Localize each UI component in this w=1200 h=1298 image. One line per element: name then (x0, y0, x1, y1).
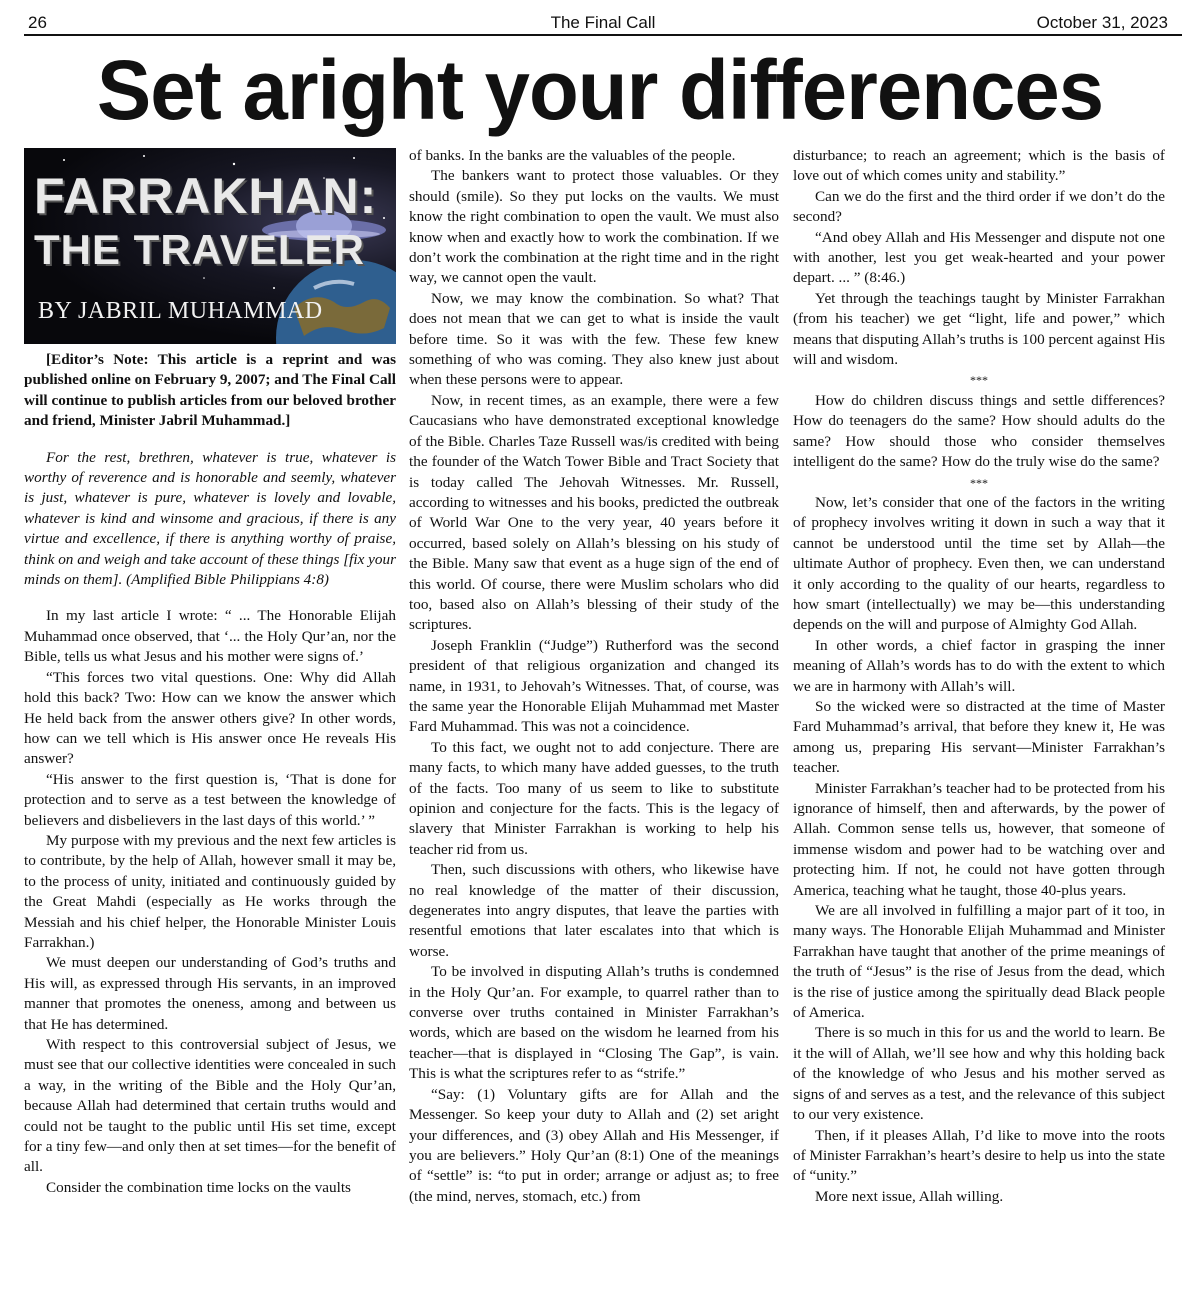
paragraph: Now, let’s consider that one of the factors in the writing of prophecy involves writing it down in such a way that it cannot be understood until the time set by Allah—the ultimate Author of prophecy. Even then, we can understand it only according to the quality of our hearts, regardless to how smart (intellectually) we may be—this understanding depends on the will and purpose of Almighty God Allah. (793, 493, 1165, 634)
paragraph: We must deepen our understanding of God’s truths and His will, as expressed through His servants, in an improved manner that promotes the oneness, among and between us that He has determined. (24, 954, 396, 1033)
paragraph: We are all involved in fulfilling a major part of it too, in many ways. The Honorable Elijah Muhammad and Minister Farrakhan have taught that another of the prime meanings of the truth of “Jesus” is the rise of Jesus from the dead, which is the rise of justice among the spiritually dead Black people of America. (793, 902, 1165, 1022)
column-1 (24, 146, 396, 1198)
paragraph: Now, we may know the combination. So what? That does not mean that we can get to what is inside the vault before time. So it was with the few. These few knew something of who was coming. They also knew just about when these persons were to appear. (409, 289, 779, 389)
paragraph: There is so much in this for us and the world to learn. Be it the will of Allah, we’ll see how and why this holding back of the knowledge of who Jesus and his mother served as signs of and serves as a test, and the relevance of this subject to our very existence. (793, 1024, 1165, 1124)
paragraph: My purpose with my previous and the next few articles is to contribute, by the help of Allah, however small it may be, to the process of unity, initiated and continuously guided by the Great Mahdi (especially as He works through the Messiah and his chief helper, the Honorable Minister Louis Farrakhan.) (24, 831, 396, 951)
paragraph: Consider the combination time locks on the vaults (46, 1178, 351, 1196)
paragraph: So the wicked were so distracted at the time of Master Fard Muhammad’s arrival, that before they knew it, He was among us, preparing His servant—Minister Farrakhan’s teacher. (793, 697, 1165, 777)
column-banner (24, 148, 396, 344)
paragraph: Now, in recent times, as an example, there were a few Caucasians who have demonstrated exceptional knowledge of the Bible. Charles Taze Russell was/is credited with being the founder of the Watch Tower Bible and Tract Society that is today called The Jehovah Witnesses. Mr. Russell, according to witnesses and his books, predicted the outbreak of World War One to the very year, 40 years before it occurred, based solely on Allah’s blessing on his study of the Bible. Many saw that event as a huge sign of the end of this world. Of course, there were Muslim scholars who did too, based also on Allah’s blessing of their study of the scriptures. (409, 391, 779, 634)
paragraph: In other words, a chief factor in grasping the inner meaning of Allah’s words has to do with the extent to which we are in harmony with Allah’s will. (793, 636, 1165, 695)
paragraph: With respect to this controversial subject of Jesus, we must see that our collective identities were concealed in such a way, in the writing of the Bible and the Holy Qur’an, because Allah had determined that certain truths would and could not be taught to the public until His set time, except for a tiny few—and only then at set times—for the benefit of all. (24, 1036, 396, 1176)
banner-title-line2: THE TRAVELER (34, 226, 365, 273)
paragraph: “And obey Allah and His Messenger and dispute not one with another, lest you get weak-hearted and your power depart. ... ” (8:46.) (793, 228, 1165, 287)
paragraph: of banks. In the banks are the valuables of the people. (409, 147, 736, 164)
paragraph: The bankers want to protect those valuables. Or they should (smile). So they put locks on the vaults. We must know the right combination to open the vault. We must also know when and exactly how to work the combination. If we don’t work the combination at the right time and in the right way, we cannot open the vault. (409, 167, 779, 287)
paragraph: More next issue, Allah willing. (815, 1187, 1004, 1205)
issue-date: October 31, 2023 (1036, 13, 1168, 32)
banner-byline: BY JABRIL MUHAMMAD (38, 298, 323, 324)
paragraph: Can we do the first and the third order if we don’t do the second? (793, 187, 1165, 226)
paragraph: Then, if it pleases Allah, I’d like to move into the roots of Minister Farrakhan’s heart’s desire to help us into the state of “unity.” (793, 1126, 1166, 1185)
article-headline: Set aright your differences (96, 43, 1104, 137)
page-number: 26 (28, 13, 47, 32)
publication-name: The Final Call (550, 13, 656, 32)
paragraph: To be involved in disputing Allah’s truths is condemned in the Holy Qur’an. For example, to quarrel rather than to converse over truths contained in Minister Farrakhan’s words, which are based on the wisdom he learned from his teacher—that is displayed in “Closing The Gap”, is vain. This is what the scriptures refer to as “strife.” (409, 963, 779, 1083)
paragraph: Then, such discussions with others, who likewise have no real knowledge of the matter of their discussion, degenerates into angry disputes, that leave the parties with resentful emotions that later escalates into that which is worse. (409, 861, 779, 960)
paragraph: “This forces two vital questions. One: Why did Allah hold this back? Two: How can we know the answer which He held back from the answer others give? In other words, how can we tell which is His answer once He reveals His answer? (24, 668, 396, 768)
editors-note: [Editor’s Note: This article is a reprint and was published online on February 9, 2007; and The Final Call will continue to publish articles from our beloved brother and friend, Minister Jabril Muhammad.] (24, 351, 396, 430)
paragraph: “His answer to the first question is, ‘That is done for protection and to serve as a test between the knowledge of believers and disbelievers in the last days of this world.’ ” (24, 770, 396, 829)
paragraph: How do children discuss things and settle differences? How do teenagers do the same? How should adults do the same? How should those who consider themselves intelligent do the same? How do the truly wise do the same? (793, 391, 1165, 471)
section-separator: *** (970, 373, 988, 388)
paragraph: Yet through the teachings taught by Minister Farrakhan (from his teacher) we get “light, life and power,” which means that disputing Allah’s truths is 100 percent against His will and wisdom. (793, 289, 1165, 369)
paragraph: Joseph Franklin (“Judge”) Rutherford was the second president of that religious organization and changed its name, in 1931, to Jehovah’s Witnesses. That, of course, was the same year the Honorable Elijah Muhammad met Master Fard Muhammad. This was not a coincidence. (409, 636, 779, 736)
epigraph: For the rest, brethren, whatever is true, whatever is worthy of reverence and is honorable and seemly, whatever is just, whatever is pure, whatever is lovely and lovable, whatever is kind and winsome and gracious, if there is any virtue and excellence, if there is anything worthy of praise, think on and weigh and take account of these things [fix your minds on them]. (Amplified Bible Philippians 4:8) (24, 448, 396, 589)
paragraph: disturbance; to reach an agreement; which is the basis of love out of which comes unity and stability.” (793, 147, 1165, 185)
column-2 (409, 146, 779, 1207)
paragraph: In my last article I wrote: “ ... The Honorable Elijah Muhammad once observed, that ‘... the Holy Qur’an, nor the Bible, tells us what Jesus and his mother were signs of.’ (24, 607, 396, 666)
paragraph: “Say: (1) Voluntary gifts are for Allah and the Messenger. So keep your duty to Allah and (2) set aright your differences, and (3) obey Allah and His Messenger, if you are believers.” Holy Qur’an (8:1) One of the meanings of “settle” is: “to put in order; arrange or adjust as; to free (the mind, nerves, stomach, etc.) from (409, 1085, 779, 1205)
masthead (24, 12, 1182, 36)
paragraph: To this fact, we ought not to add conjecture. There are many facts, to which many have added guesses, to the truth of the facts. Too many of us seem to like to substitute opinion and conjecture for the facts. This is the legacy of slavery that Minister Farrakhan is working to help his teacher rid from us. (409, 738, 779, 858)
column-3 (793, 146, 1165, 1207)
section-separator: *** (970, 475, 988, 490)
paragraph: Minister Farrakhan’s teacher had to be protected from his ignorance of himself, then and afterwards, by the power of Allah. Common sense tells us, however, that someone of immense wisdom and power had to be watching over and protecting him. If not, he could not have gotten through America, teaching what he taught, those 40-plus years. (793, 779, 1165, 899)
banner-title-line1: FARRAKHAN: (34, 168, 378, 224)
